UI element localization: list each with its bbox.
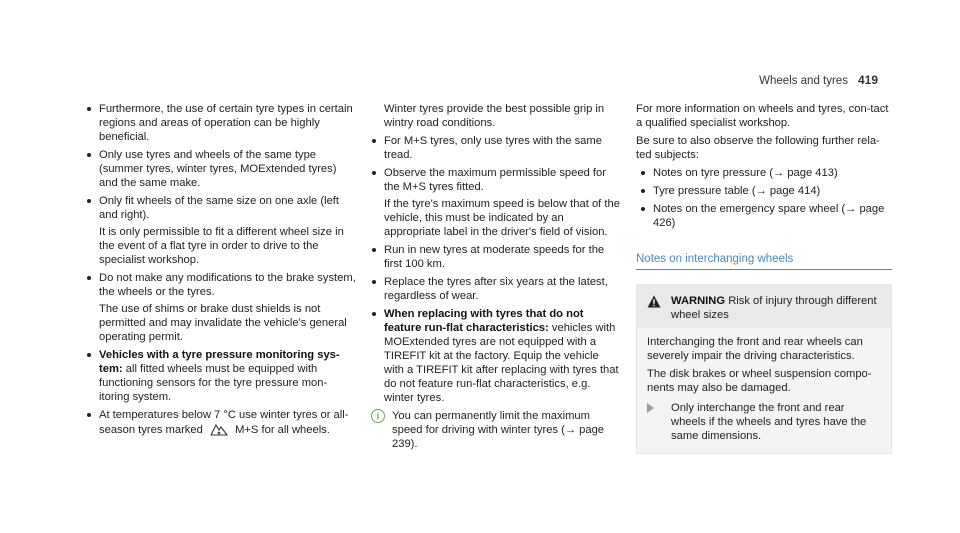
list-item: Only fit wheels of the same size on one axle (left and right). It is only permissible to fit a different wheel size in the event of a flat tyre in order to drive to the specialist workshop. <box>86 194 356 267</box>
play-arrow-icon <box>647 403 661 413</box>
info-icon: i <box>371 409 385 423</box>
list-item: Notes on tyre pressure (→ page 413) <box>640 166 892 180</box>
list-item: Tyre pressure table (→ page 414) <box>640 184 892 198</box>
snowflake-mountain-icon <box>210 422 228 436</box>
list-item: When replacing with tyres that do not feature run-flat characteristics: vehicles with MOExtended tyres are not equipped with a TIREFIT kit at the factory. Equip the vehicle with a TIREFIT kit after replacing with tyres that do not feature run-flat characteristics, e.g. winter tyres. <box>371 307 621 405</box>
warning-label: WARNING <box>671 295 726 307</box>
list-item: Only use tyres and wheels of the same type (summer tyres, winter tyres, MOExtended tyres) and the same make. <box>86 148 356 190</box>
list-item-detail: The use of shims or brake dust shields is not permitted and may invalidate the vehicle's general operating permit. <box>99 303 347 343</box>
warning-body: Interchanging the front and rear wheels can severely impair the driving characteristics. The disk brakes or wheel suspension compo-nents may also be damaged. Only interchange the front and rear wheels if the wheels and tyres have the same dimensions. <box>637 328 891 453</box>
column-3 <box>636 102 892 454</box>
list-item: Furthermore, the use of certain tyre types in certain regions and areas of operation can be highly beneficial. <box>86 102 356 144</box>
list-item: For M+S tyres, only use tyres with the same tread. <box>371 134 621 162</box>
section-name: Wheels and tyres <box>759 75 848 87</box>
list-item: Do not make any modifications to the brake system, the wheels or the tyres. The use of shims or brake dust shields is not permitted and may invalidate the vehicle's general operating permit. <box>86 271 356 344</box>
list-item-detail: If the tyre's maximum speed is below that of the vehicle, this must be indicated by an appropriate label in the driver's field of vision. <box>384 198 620 238</box>
list-item: At temperatures below 7 °C use winter tyres or all-season tyres marked M+S for all wheels. <box>86 408 356 437</box>
related-subjects-list <box>640 166 892 230</box>
column-1 <box>86 102 356 441</box>
page-header <box>759 73 878 87</box>
list-item: Replace the tyres after six years at the latest, regardless of wear. <box>371 275 621 303</box>
intro-paragraph: Winter tyres provide the best possible grip in wintry road conditions. <box>384 103 605 129</box>
info-note: i You can permanently limit the maximum speed for driving with winter tyres (→ page 239). <box>371 409 621 451</box>
page-number: 419 <box>857 73 878 87</box>
list-item: Observe the maximum permissible speed for the M+S tyres fitted. If the tyre's maximum speed is below that of the vehicle, this must be indicated by an appropriate label in the driver's field of vision. <box>371 166 621 239</box>
info-paragraph: For more information on wheels and tyres, con-tact a qualified specialist workshop. <box>636 103 889 129</box>
related-paragraph: Be sure to also observe the following further rela-ted subjects: <box>636 135 880 161</box>
winter-tyres-list <box>371 134 621 405</box>
tyre-rules-list <box>86 102 356 437</box>
warning-triangle-icon <box>647 295 661 308</box>
list-item: Run in new tyres at moderate speeds for the first 100 km. <box>371 243 621 271</box>
warning-title: Risk of injury through different wheel sizes <box>671 295 877 321</box>
section-title: Notes on interchanging wheels <box>636 252 892 270</box>
list-item: Notes on the emergency spare wheel (→ page 426) <box>640 202 892 230</box>
list-item-detail: It is only permissible to fit a different wheel size in the event of a flat tyre in order to drive to the specialist workshop. <box>99 226 344 266</box>
list-item: Vehicles with a tyre pressure monitoring sys-tem: all fitted wheels must be equipped with functioning sensors for the tyre pressure mon-itoring system. <box>86 348 356 404</box>
warning-action: Only interchange the front and rear wheels if the wheels and tyres have the same dimensions. <box>647 401 881 443</box>
warning-box <box>636 284 892 454</box>
warning-header <box>637 285 891 328</box>
column-2 <box>371 102 621 451</box>
